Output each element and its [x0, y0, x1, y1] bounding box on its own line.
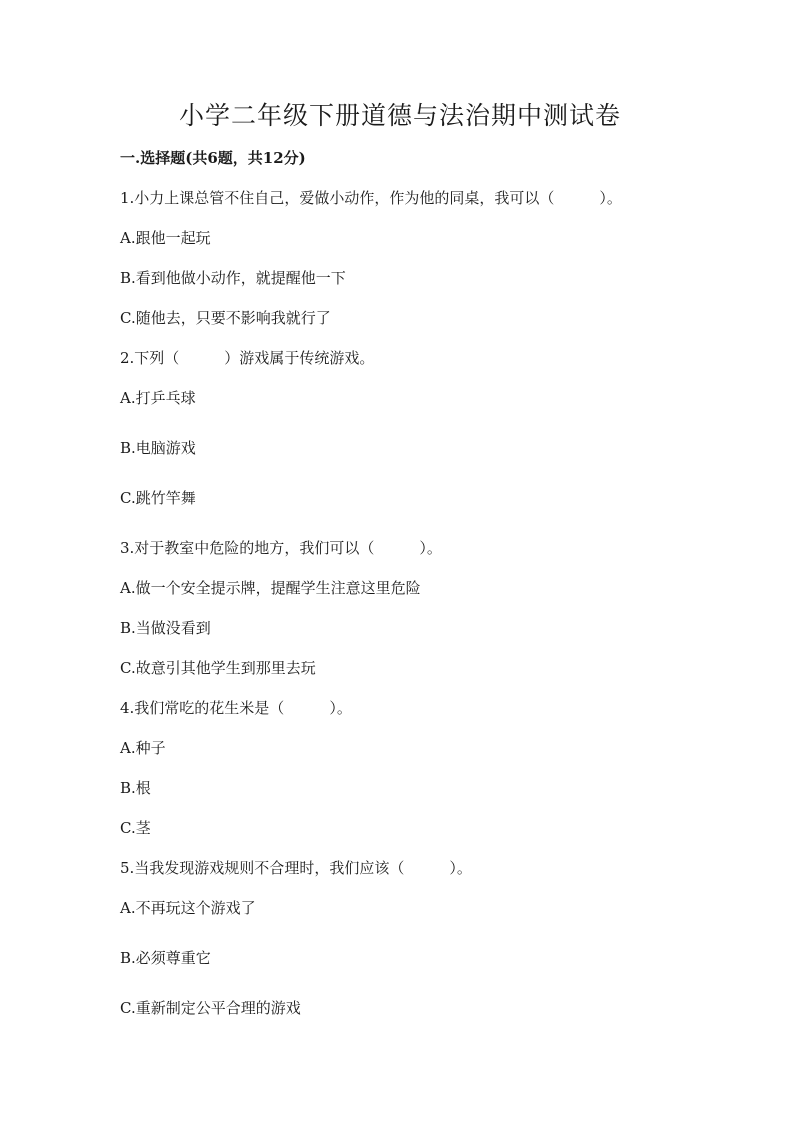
- question-stem-4: 4.我们常吃的花生米是（ ）。: [120, 699, 352, 717]
- option-3a: A.做一个安全提示牌，提醒学生注意这里危险: [120, 579, 421, 597]
- page-title: 小学二年级下册道德与法治期中测试卷: [178, 101, 621, 130]
- option-5b: B.必须尊重它: [120, 949, 211, 967]
- option-4a: A.种子: [120, 739, 166, 757]
- option-2c: C.跳竹竿舞: [120, 489, 196, 507]
- option-2b: B.电脑游戏: [120, 439, 196, 457]
- section-heading: 一.选择题(共6题，共12分): [120, 149, 306, 167]
- option-4c: C.茎: [120, 819, 151, 837]
- question-stem-2: 2.下列（ ）游戏属于传统游戏。: [120, 349, 375, 367]
- option-1b: B.看到他做小动作，就提醒他一下: [120, 269, 346, 287]
- option-3b: B.当做没看到: [120, 619, 211, 637]
- option-1c: C.随他去，只要不影响我就行了: [120, 309, 331, 327]
- option-1a: A.跟他一起玩: [120, 229, 211, 247]
- option-3c: C.故意引其他学生到那里去玩: [120, 659, 316, 677]
- question-stem-3: 3.对于教室中危险的地方，我们可以（ ）。: [120, 539, 442, 557]
- option-4b: B.根: [120, 779, 151, 797]
- question-stem-5: 5.当我发现游戏规则不合理时，我们应该（ ）。: [120, 859, 472, 877]
- option-2a: A.打乒乓球: [120, 389, 196, 407]
- question-stem-1: 1.小力上课总管不住自己，爱做小动作，作为他的同桌，我可以（ ）。: [120, 189, 622, 207]
- option-5c: C.重新制定公平合理的游戏: [120, 999, 301, 1017]
- option-5a: A.不再玩这个游戏了: [120, 899, 256, 917]
